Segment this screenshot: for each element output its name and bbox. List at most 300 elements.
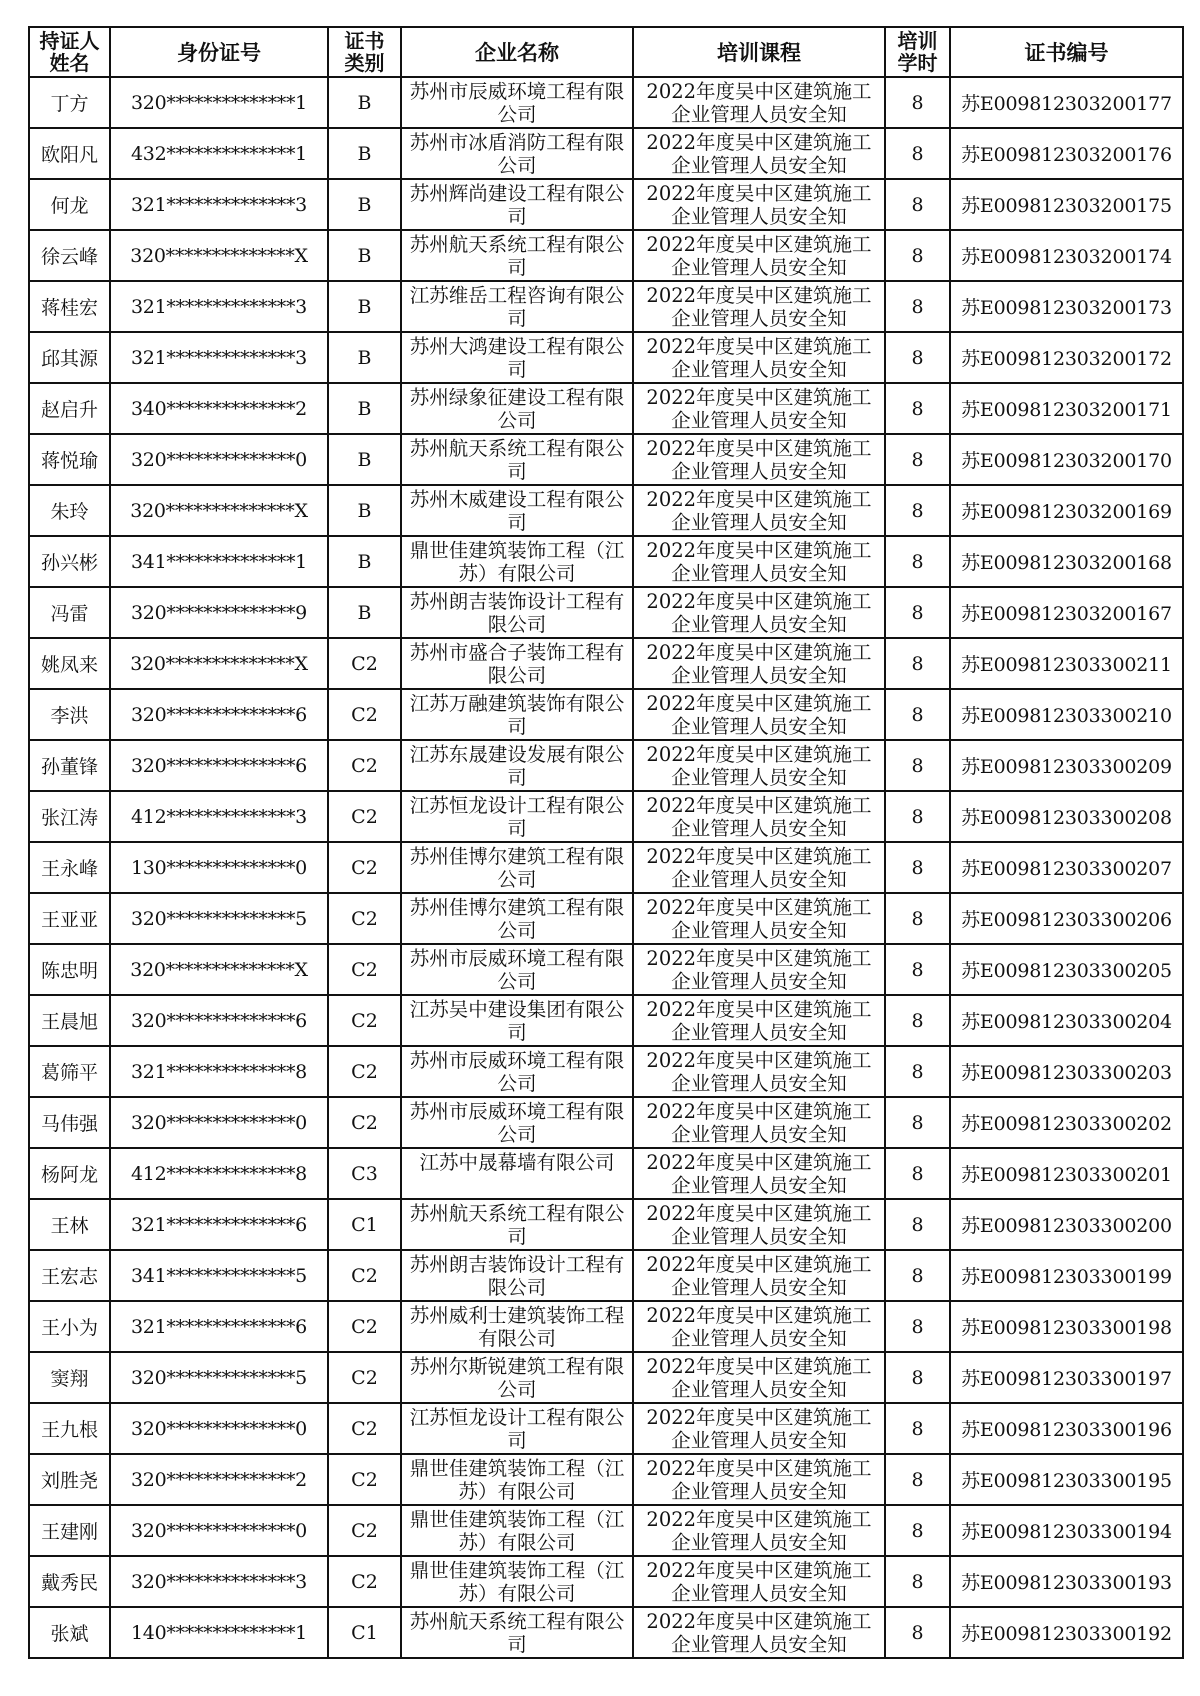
hours-cell: 8 <box>885 638 950 689</box>
course-cell <box>633 1403 885 1454</box>
id-number-cell: 130**************0 <box>110 842 328 893</box>
table-row <box>29 842 1183 893</box>
company-cell <box>401 77 633 128</box>
cert-number-cell: 苏E009812303200176 <box>950 128 1183 179</box>
table-row <box>29 638 1183 689</box>
cert-number-cell: 苏E009812303300192 <box>950 1607 1183 1658</box>
cert-number-cell: 苏E009812303300198 <box>950 1301 1183 1352</box>
course-cell <box>633 1505 885 1556</box>
company-cell <box>401 179 633 230</box>
cert-type-cell: C2 <box>328 791 401 842</box>
table-row <box>29 587 1183 638</box>
course-cell <box>633 1556 885 1607</box>
cert-type-cell: C2 <box>328 1250 401 1301</box>
course-cell <box>633 1046 885 1097</box>
table-row <box>29 944 1183 995</box>
course-cell <box>633 638 885 689</box>
cert-type-cell: C2 <box>328 1097 401 1148</box>
table-row <box>29 1097 1183 1148</box>
table-row <box>29 893 1183 944</box>
cert-number-cell: 苏E009812303300197 <box>950 1352 1183 1403</box>
course-cell-text: 2022年度吴中区建筑施工企业管理人员安全知 <box>646 742 872 789</box>
company-cell-text: 江苏中晟幕墙有限公司 <box>419 1150 615 1174</box>
cert-type-cell: B <box>328 587 401 638</box>
company-cell-text: 苏州绿象征建设工程有限公司 <box>409 385 625 432</box>
cert-type-cell: B <box>328 77 401 128</box>
course-cell-text: 2022年度吴中区建筑施工企业管理人员安全知 <box>646 997 872 1044</box>
header-cert-number: 证书编号 <box>950 27 1183 77</box>
company-cell <box>401 842 633 893</box>
cert-type-cell: C3 <box>328 1148 401 1199</box>
course-cell-text: 2022年度吴中区建筑施工企业管理人员安全知 <box>646 1507 872 1554</box>
holder-name-cell: 邱其源 <box>29 332 110 383</box>
company-cell <box>401 638 633 689</box>
course-cell-text: 2022年度吴中区建筑施工企业管理人员安全知 <box>646 1099 872 1146</box>
table-row <box>29 1250 1183 1301</box>
hours-cell: 8 <box>885 893 950 944</box>
table-row <box>29 1148 1183 1199</box>
id-number-cell: 321**************6 <box>110 1301 328 1352</box>
course-cell-text: 2022年度吴中区建筑施工企业管理人员安全知 <box>646 844 872 891</box>
course-cell-text: 2022年度吴中区建筑施工企业管理人员安全知 <box>646 1201 872 1248</box>
table-row <box>29 281 1183 332</box>
course-cell <box>633 536 885 587</box>
company-cell <box>401 1199 633 1250</box>
course-cell-text: 2022年度吴中区建筑施工企业管理人员安全知 <box>646 385 872 432</box>
hours-cell: 8 <box>885 791 950 842</box>
table-row <box>29 77 1183 128</box>
id-number-cell: 320**************X <box>110 944 328 995</box>
hours-cell: 8 <box>885 536 950 587</box>
hours-cell: 8 <box>885 383 950 434</box>
course-cell-text: 2022年度吴中区建筑施工企业管理人员安全知 <box>646 793 872 840</box>
holder-name-cell: 王林 <box>29 1199 110 1250</box>
id-number-cell: 320**************3 <box>110 1556 328 1607</box>
cert-type-cell: C2 <box>328 1454 401 1505</box>
certificate-table <box>28 26 1184 1659</box>
id-number-cell: 320**************0 <box>110 1505 328 1556</box>
holder-name-cell: 王九根 <box>29 1403 110 1454</box>
cert-number-cell: 苏E009812303300202 <box>950 1097 1183 1148</box>
company-cell <box>401 332 633 383</box>
cert-type-cell: C2 <box>328 1352 401 1403</box>
course-cell-text: 2022年度吴中区建筑施工企业管理人员安全知 <box>646 334 872 381</box>
hours-cell: 8 <box>885 281 950 332</box>
holder-name-cell: 孙董锋 <box>29 740 110 791</box>
cert-type-cell: B <box>328 332 401 383</box>
company-cell <box>401 740 633 791</box>
company-cell <box>401 230 633 281</box>
id-number-cell: 320**************6 <box>110 995 328 1046</box>
holder-name-cell: 朱玲 <box>29 485 110 536</box>
hours-cell: 8 <box>885 995 950 1046</box>
course-cell <box>633 1148 885 1199</box>
company-cell <box>401 944 633 995</box>
course-cell-text: 2022年度吴中区建筑施工企业管理人员安全知 <box>646 232 872 279</box>
header-holder-name-line1: 持证人 <box>39 30 100 53</box>
header-cert-type <box>328 27 401 77</box>
course-cell <box>633 1454 885 1505</box>
table-row <box>29 485 1183 536</box>
header-row <box>29 27 1183 77</box>
company-cell-text: 江苏万融建筑装饰有限公司 <box>409 691 625 738</box>
course-cell-text: 2022年度吴中区建筑施工企业管理人员安全知 <box>646 283 872 330</box>
cert-type-cell: C2 <box>328 1403 401 1454</box>
cert-number-cell: 苏E009812303300210 <box>950 689 1183 740</box>
cert-type-cell: C2 <box>328 689 401 740</box>
table-row <box>29 1301 1183 1352</box>
hours-cell: 8 <box>885 587 950 638</box>
course-cell <box>633 434 885 485</box>
holder-name-cell: 张斌 <box>29 1607 110 1658</box>
course-cell <box>633 1352 885 1403</box>
hours-cell: 8 <box>885 1250 950 1301</box>
table-row <box>29 230 1183 281</box>
header-hours-line1: 培训 <box>897 30 938 53</box>
course-cell <box>633 179 885 230</box>
table-row <box>29 383 1183 434</box>
holder-name-cell: 王小为 <box>29 1301 110 1352</box>
course-cell-text: 2022年度吴中区建筑施工企业管理人员安全知 <box>646 130 872 177</box>
header-cert-type-line1: 证书 <box>344 30 385 53</box>
cert-type-cell: B <box>328 485 401 536</box>
holder-name-cell: 刘胜尧 <box>29 1454 110 1505</box>
company-cell-text: 苏州航天系统工程有限公司 <box>409 232 625 279</box>
header-hours-line2: 学时 <box>897 51 938 74</box>
hours-cell: 8 <box>885 1199 950 1250</box>
hours-cell: 8 <box>885 1046 950 1097</box>
cert-number-cell: 苏E009812303300203 <box>950 1046 1183 1097</box>
course-cell-text: 2022年度吴中区建筑施工企业管理人员安全知 <box>646 640 872 687</box>
table-row <box>29 1046 1183 1097</box>
holder-name-cell: 蒋桂宏 <box>29 281 110 332</box>
id-number-cell: 412**************3 <box>110 791 328 842</box>
cert-type-cell: C2 <box>328 995 401 1046</box>
course-cell-text: 2022年度吴中区建筑施工企业管理人员安全知 <box>646 1456 872 1503</box>
company-cell-text: 苏州航天系统工程有限公司 <box>409 1609 625 1656</box>
id-number-cell: 320**************9 <box>110 587 328 638</box>
company-cell <box>401 1352 633 1403</box>
company-cell <box>401 1097 633 1148</box>
cert-number-cell: 苏E009812303200177 <box>950 77 1183 128</box>
course-cell-text: 2022年度吴中区建筑施工企业管理人员安全知 <box>646 1558 872 1605</box>
id-number-cell: 320**************6 <box>110 689 328 740</box>
course-cell <box>633 791 885 842</box>
company-cell-text: 苏州大鸿建设工程有限公司 <box>409 334 625 381</box>
holder-name-cell: 陈忠明 <box>29 944 110 995</box>
company-cell <box>401 1607 633 1658</box>
id-number-cell: 340**************2 <box>110 383 328 434</box>
id-number-cell: 320**************X <box>110 230 328 281</box>
company-cell <box>401 383 633 434</box>
hours-cell: 8 <box>885 1352 950 1403</box>
cert-number-cell: 苏E009812303300200 <box>950 1199 1183 1250</box>
id-number-cell: 321**************6 <box>110 1199 328 1250</box>
course-cell <box>633 230 885 281</box>
course-cell-text: 2022年度吴中区建筑施工企业管理人员安全知 <box>646 436 872 483</box>
cert-number-cell: 苏E009812303300201 <box>950 1148 1183 1199</box>
cert-type-cell: C2 <box>328 1556 401 1607</box>
company-cell <box>401 1505 633 1556</box>
course-cell <box>633 587 885 638</box>
cert-type-cell: C1 <box>328 1199 401 1250</box>
hours-cell: 8 <box>885 842 950 893</box>
table-row <box>29 1352 1183 1403</box>
hours-cell: 8 <box>885 179 950 230</box>
id-number-cell: 320**************0 <box>110 1097 328 1148</box>
cert-number-cell: 苏E009812303200175 <box>950 179 1183 230</box>
company-cell-text: 苏州木威建设工程有限公司 <box>409 487 625 534</box>
cert-number-cell: 苏E009812303200169 <box>950 485 1183 536</box>
holder-name-cell: 李洪 <box>29 689 110 740</box>
id-number-cell: 320**************5 <box>110 1352 328 1403</box>
holder-name-cell: 王建刚 <box>29 1505 110 1556</box>
hours-cell: 8 <box>885 1607 950 1658</box>
company-cell-text: 鼎世佳建筑装饰工程（江苏）有限公司 <box>409 538 625 585</box>
holder-name-cell: 王晨旭 <box>29 995 110 1046</box>
cert-number-cell: 苏E009812303300195 <box>950 1454 1183 1505</box>
hours-cell: 8 <box>885 1097 950 1148</box>
cert-type-cell: B <box>328 179 401 230</box>
cert-number-cell: 苏E009812303300208 <box>950 791 1183 842</box>
company-cell-text: 鼎世佳建筑装饰工程（江苏）有限公司 <box>409 1456 625 1503</box>
hours-cell: 8 <box>885 1301 950 1352</box>
course-cell-text: 2022年度吴中区建筑施工企业管理人员安全知 <box>646 1150 872 1197</box>
holder-name-cell: 何龙 <box>29 179 110 230</box>
company-cell-text: 江苏恒龙设计工程有限公司 <box>409 1405 625 1452</box>
cert-type-cell: C2 <box>328 638 401 689</box>
table-row <box>29 128 1183 179</box>
company-cell <box>401 689 633 740</box>
hours-cell: 8 <box>885 230 950 281</box>
course-cell <box>633 842 885 893</box>
cert-number-cell: 苏E009812303300199 <box>950 1250 1183 1301</box>
company-cell <box>401 893 633 944</box>
hours-cell: 8 <box>885 740 950 791</box>
course-cell <box>633 995 885 1046</box>
table-row <box>29 1556 1183 1607</box>
hours-cell: 8 <box>885 1556 950 1607</box>
hours-cell: 8 <box>885 434 950 485</box>
hours-cell: 8 <box>885 77 950 128</box>
company-cell-text: 苏州市辰威环境工程有限公司 <box>409 946 625 993</box>
course-cell-text: 2022年度吴中区建筑施工企业管理人员安全知 <box>646 1354 872 1401</box>
company-cell <box>401 995 633 1046</box>
cert-type-cell: B <box>328 281 401 332</box>
holder-name-cell: 王永峰 <box>29 842 110 893</box>
company-cell-text: 鼎世佳建筑装饰工程（江苏）有限公司 <box>409 1558 625 1605</box>
course-cell <box>633 740 885 791</box>
course-cell <box>633 1301 885 1352</box>
id-number-cell: 341**************5 <box>110 1250 328 1301</box>
course-cell-text: 2022年度吴中区建筑施工企业管理人员安全知 <box>646 538 872 585</box>
id-number-cell: 320**************X <box>110 638 328 689</box>
company-cell <box>401 1403 633 1454</box>
table-row <box>29 1607 1183 1658</box>
id-number-cell: 320**************2 <box>110 1454 328 1505</box>
cert-type-cell: B <box>328 230 401 281</box>
table-row <box>29 332 1183 383</box>
id-number-cell: 341**************1 <box>110 536 328 587</box>
company-cell-text: 苏州市辰威环境工程有限公司 <box>409 79 625 126</box>
company-cell <box>401 1301 633 1352</box>
table-row <box>29 1505 1183 1556</box>
holder-name-cell: 孙兴彬 <box>29 536 110 587</box>
id-number-cell: 432**************1 <box>110 128 328 179</box>
table-row <box>29 791 1183 842</box>
holder-name-cell: 赵启升 <box>29 383 110 434</box>
holder-name-cell: 冯雷 <box>29 587 110 638</box>
cert-number-cell: 苏E009812303200170 <box>950 434 1183 485</box>
cert-number-cell: 苏E009812303300209 <box>950 740 1183 791</box>
holder-name-cell: 姚凤来 <box>29 638 110 689</box>
hours-cell: 8 <box>885 332 950 383</box>
company-cell-text: 苏州航天系统工程有限公司 <box>409 1201 625 1248</box>
cert-type-cell: B <box>328 383 401 434</box>
cert-type-cell: C2 <box>328 944 401 995</box>
cert-number-cell: 苏E009812303200168 <box>950 536 1183 587</box>
table-row <box>29 1454 1183 1505</box>
hours-cell: 8 <box>885 1454 950 1505</box>
cert-number-cell: 苏E009812303200173 <box>950 281 1183 332</box>
course-cell-text: 2022年度吴中区建筑施工企业管理人员安全知 <box>646 1048 872 1095</box>
header-hours <box>885 27 950 77</box>
cert-type-cell: C1 <box>328 1607 401 1658</box>
company-cell <box>401 1046 633 1097</box>
cert-type-cell: C2 <box>328 1046 401 1097</box>
company-cell <box>401 128 633 179</box>
company-cell <box>401 1556 633 1607</box>
company-cell <box>401 587 633 638</box>
company-cell <box>401 281 633 332</box>
table-row <box>29 536 1183 587</box>
course-cell <box>633 281 885 332</box>
hours-cell: 8 <box>885 689 950 740</box>
id-number-cell: 320**************5 <box>110 893 328 944</box>
table-row <box>29 995 1183 1046</box>
course-cell-text: 2022年度吴中区建筑施工企业管理人员安全知 <box>646 181 872 228</box>
holder-name-cell: 欧阳凡 <box>29 128 110 179</box>
holder-name-cell: 徐云峰 <box>29 230 110 281</box>
course-cell <box>633 332 885 383</box>
company-cell-text: 苏州辉尚建设工程有限公司 <box>409 181 625 228</box>
company-cell-text: 鼎世佳建筑装饰工程（江苏）有限公司 <box>409 1507 625 1554</box>
company-cell <box>401 791 633 842</box>
cert-number-cell: 苏E009812303200172 <box>950 332 1183 383</box>
table-row <box>29 434 1183 485</box>
holder-name-cell: 戴秀民 <box>29 1556 110 1607</box>
id-number-cell: 320**************0 <box>110 434 328 485</box>
holder-name-cell: 张江涛 <box>29 791 110 842</box>
course-cell-text: 2022年度吴中区建筑施工企业管理人员安全知 <box>646 691 872 738</box>
header-id-number: 身份证号 <box>110 27 328 77</box>
course-cell-text: 2022年度吴中区建筑施工企业管理人员安全知 <box>646 589 872 636</box>
cert-number-cell: 苏E009812303300211 <box>950 638 1183 689</box>
holder-name-cell: 杨阿龙 <box>29 1148 110 1199</box>
cert-number-cell: 苏E009812303300204 <box>950 995 1183 1046</box>
holder-name-cell: 马伟强 <box>29 1097 110 1148</box>
holder-name-cell: 蒋悦瑜 <box>29 434 110 485</box>
holder-name-cell: 丁方 <box>29 77 110 128</box>
cert-type-cell: B <box>328 536 401 587</box>
company-cell <box>401 434 633 485</box>
company-cell-text: 苏州佳博尔建筑工程有限公司 <box>409 844 625 891</box>
id-number-cell: 320**************1 <box>110 77 328 128</box>
course-cell-text: 2022年度吴中区建筑施工企业管理人员安全知 <box>646 895 872 942</box>
company-cell-text: 江苏恒龙设计工程有限公司 <box>409 793 625 840</box>
header-cert-type-line2: 类别 <box>344 51 385 74</box>
course-cell <box>633 1199 885 1250</box>
table-row <box>29 740 1183 791</box>
id-number-cell: 140**************1 <box>110 1607 328 1658</box>
company-cell-text: 苏州市辰威环境工程有限公司 <box>409 1099 625 1146</box>
cert-number-cell: 苏E009812303200171 <box>950 383 1183 434</box>
hours-cell: 8 <box>885 485 950 536</box>
cert-number-cell: 苏E009812303300206 <box>950 893 1183 944</box>
company-cell-text: 江苏维岳工程咨询有限公司 <box>409 283 625 330</box>
header-holder-name <box>29 27 110 77</box>
holder-name-cell: 窦翔 <box>29 1352 110 1403</box>
id-number-cell: 320**************X <box>110 485 328 536</box>
id-number-cell: 321**************3 <box>110 332 328 383</box>
hours-cell: 8 <box>885 128 950 179</box>
hours-cell: 8 <box>885 1148 950 1199</box>
company-cell-text: 苏州市辰威环境工程有限公司 <box>409 1048 625 1095</box>
company-cell-text: 江苏东晟建设发展有限公司 <box>409 742 625 789</box>
header-company: 企业名称 <box>401 27 633 77</box>
course-cell <box>633 1607 885 1658</box>
table-row <box>29 689 1183 740</box>
cert-number-cell: 苏E009812303300196 <box>950 1403 1183 1454</box>
course-cell-text: 2022年度吴中区建筑施工企业管理人员安全知 <box>646 946 872 993</box>
course-cell-text: 2022年度吴中区建筑施工企业管理人员安全知 <box>646 79 872 126</box>
course-cell-text: 2022年度吴中区建筑施工企业管理人员安全知 <box>646 1609 872 1656</box>
table-row <box>29 179 1183 230</box>
cert-number-cell: 苏E009812303200167 <box>950 587 1183 638</box>
company-cell-text: 苏州佳博尔建筑工程有限公司 <box>409 895 625 942</box>
cert-number-cell: 苏E009812303300207 <box>950 842 1183 893</box>
course-cell <box>633 1250 885 1301</box>
course-cell-text: 2022年度吴中区建筑施工企业管理人员安全知 <box>646 1252 872 1299</box>
id-number-cell: 412**************8 <box>110 1148 328 1199</box>
company-cell <box>401 1454 633 1505</box>
holder-name-cell: 王亚亚 <box>29 893 110 944</box>
cert-type-cell: B <box>328 434 401 485</box>
id-number-cell: 320**************6 <box>110 740 328 791</box>
course-cell-text: 2022年度吴中区建筑施工企业管理人员安全知 <box>646 1405 872 1452</box>
company-cell-text: 苏州威利士建筑装饰工程有限公司 <box>409 1303 625 1350</box>
cert-type-cell: C2 <box>328 893 401 944</box>
cert-number-cell: 苏E009812303300194 <box>950 1505 1183 1556</box>
company-cell-text: 苏州朗吉装饰设计工程有限公司 <box>409 589 625 636</box>
hours-cell: 8 <box>885 1505 950 1556</box>
cert-number-cell: 苏E009812303300193 <box>950 1556 1183 1607</box>
company-cell <box>401 536 633 587</box>
company-cell-text: 苏州市冰盾消防工程有限公司 <box>409 130 625 177</box>
course-cell <box>633 1097 885 1148</box>
company-cell <box>401 1148 633 1199</box>
course-cell <box>633 77 885 128</box>
id-number-cell: 320**************0 <box>110 1403 328 1454</box>
course-cell <box>633 893 885 944</box>
cert-type-cell: C2 <box>328 1301 401 1352</box>
company-cell-text: 苏州航天系统工程有限公司 <box>409 436 625 483</box>
header-course: 培训课程 <box>633 27 885 77</box>
cert-type-cell: C2 <box>328 740 401 791</box>
table-body <box>29 77 1183 1658</box>
cert-type-cell: B <box>328 128 401 179</box>
cert-number-cell: 苏E009812303200174 <box>950 230 1183 281</box>
